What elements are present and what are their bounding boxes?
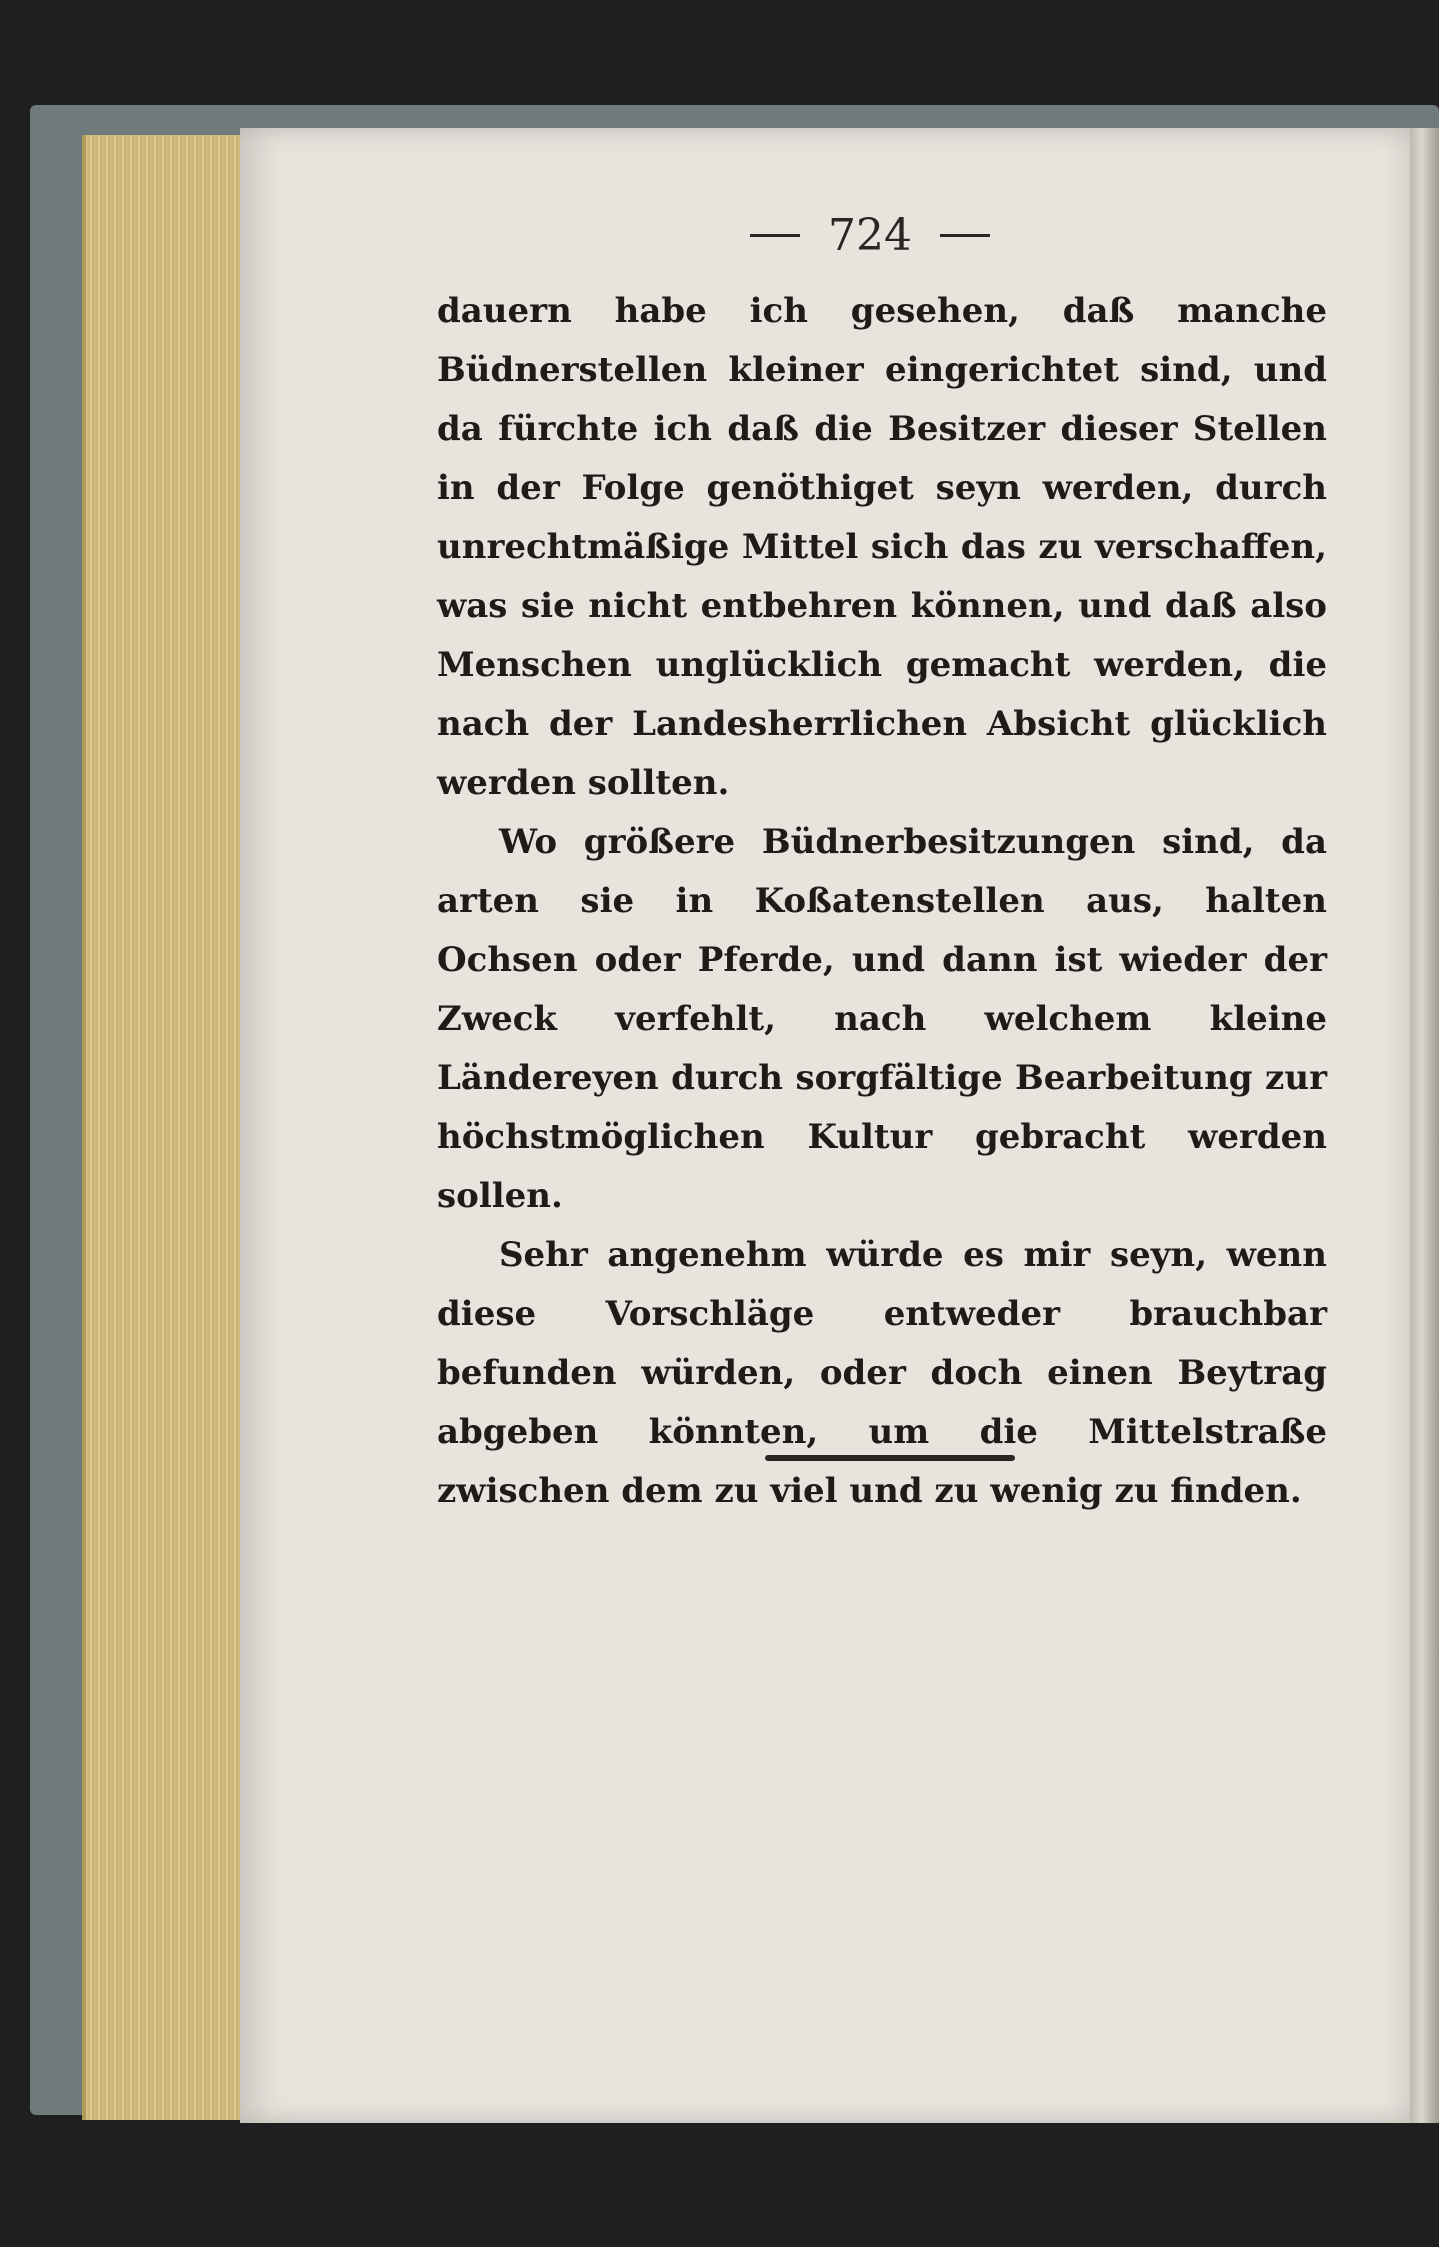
paragraph-1: dauern habe ich gesehen, daß manche Büdnerstellen kleiner eingerichtet sind, und da fürchte ich daß die Besitzer dieser Stellen in der Folge genöthiget seyn werden, durch unrechtmäßige Mittel sich das zu verschaffen, was sie nicht entbehren können, und daß also Menschen unglücklich gemacht werden, die nach der Landesherrlichen Absicht glücklich werden sollten. [437, 291, 1327, 803]
page-number: 724 [828, 209, 912, 261]
paragraph-2: Wo größere Büdnerbesitzungen sind, da arten sie in Koßatenstellen aus, halten Ochsen oder Pferde, und dann ist wieder der Zweck verfehlt, nach welchem kleine Ländereyen durch sorgfältige Bearbeitung zur höchstmöglichen Kultur gebracht werden sollen. [437, 822, 1327, 1216]
page-block-edge [82, 135, 244, 2120]
paragraph-3: Sehr angenehm würde es mir seyn, wenn diese Vorschläge entweder brauchbar befunden würden, oder doch einen Beytrag abgeben könnten, um die Mittelstraße zwischen dem zu viel und zu wenig zu finden. [437, 1235, 1327, 1511]
header-dash-left [750, 234, 800, 237]
page-text [437, 282, 1327, 1521]
header-dash-right [940, 234, 990, 237]
page-header [720, 205, 1020, 265]
right-page-edge [1410, 128, 1439, 2123]
end-rule [765, 1455, 1015, 1461]
